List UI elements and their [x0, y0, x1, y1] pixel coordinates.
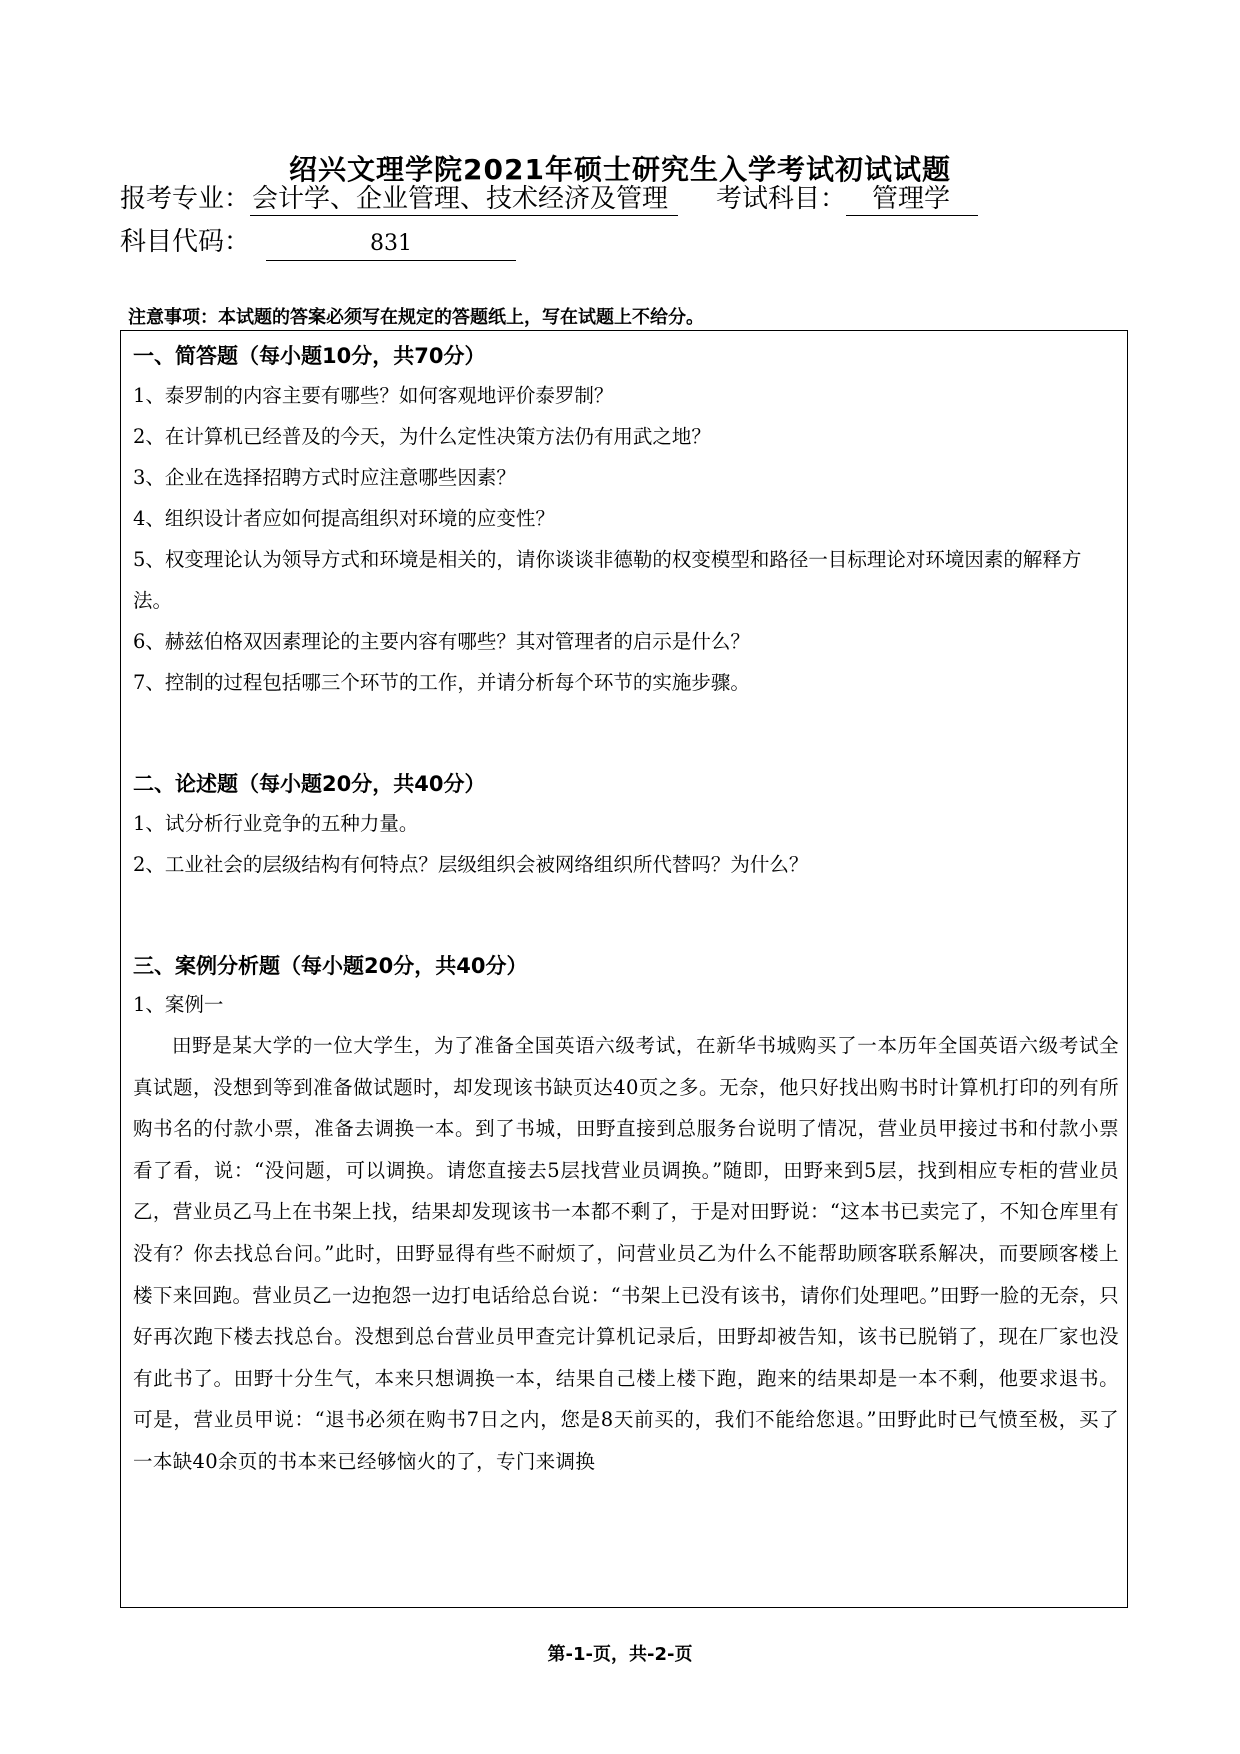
section-title: 二、论述题（每小题20分，共40分）	[133, 772, 486, 796]
question-item: 5、权变理论认为领导方式和环境是相关的，请你谈谈非德勒的权变模型和路径一目标理论对环境因素的解释方法。	[133, 548, 1082, 612]
question-item: 3、企业在选择招聘方式时应注意哪些因素？	[133, 466, 516, 489]
code-value: 831	[266, 228, 516, 261]
notice: 注意事项：本试题的答案必须写在规定的答题纸上，写在试题上不给分。	[128, 307, 704, 328]
question-item: 1、泰罗制的内容主要有哪些？如何客观地评价泰罗制？	[133, 384, 614, 407]
question-item: 2、工业社会的层级结构有何特点？层级组织会被网络组织所代替吗？为什么？	[133, 853, 809, 876]
question-box	[120, 330, 1128, 1608]
question-item: 1、试分析行业竞争的五种力量。	[133, 812, 419, 835]
spacer	[133, 703, 1119, 765]
spacer	[133, 885, 1119, 947]
subject-label: 考试科目：	[716, 184, 847, 214]
question-item: 4、组织设计者应如何提高组织对环境的应变性？	[133, 507, 555, 530]
section-title: 三、案例分析题（每小题20分，共40分）	[133, 954, 528, 978]
question-item: 6、赫兹伯格双因素理论的主要内容有哪些？其对管理者的启示是什么？	[133, 630, 750, 653]
question-item: 7、控制的过程包括哪三个环节的工作，并请分析每个环节的实施步骤。	[133, 671, 750, 694]
page-footer: 第-1-页，共-2-页	[547, 1644, 693, 1665]
subject-value: 管理学	[846, 183, 978, 216]
header-row-code	[120, 224, 516, 261]
section-title: 一、简答题（每小题10分，共70分）	[133, 344, 486, 368]
question-item: 2、在计算机已经普及的今天，为什么定性决策方法仍有用武之地？	[133, 425, 711, 448]
case-title: 1、案例一	[133, 993, 224, 1016]
major-value: 会计学、企业管理、技术经济及管理	[250, 183, 678, 216]
major-label: 报考专业：	[120, 184, 251, 214]
exam-title: 绍兴文理学院2021年硕士研究生入学考试初试试题	[289, 153, 951, 186]
header-row-major	[120, 181, 678, 217]
code-label: 科目代码：	[120, 227, 251, 257]
header-row-subject	[716, 181, 978, 217]
case-paragraph: 田野是某大学的一位大学生，为了准备全国英语六级考试，在新华书城购买了一本历年全国英语六级考试全真试题，没想到等到准备做试题时，却发现该书缺页达40页之多。无奈，他只好找出购书时计算机打印的列有所购书名的付款小票，准备去调换一本。到了书城，田野直接到总服务台说明了情况，营业员甲接过书和付款小票看了看，说：“没问题，可以调换。请您直接去5层找营业员调换。”随即，田野来到5层，找到相应专柜的营业员乙，营业员乙马上在书架上找，结果却发现该书一本都不剩了，于是对田野说：“这本书已卖完了，不知仓库里有没有？你去找总台问。”此时，田野显得有些不耐烦了，问营业员乙为什么不能帮助顾客联系解决，而要顾客楼上楼下来回跑。营业员乙一边抱怨一边打电话给总台说：“书架上已没有该书，请你们处理吧。”田野一脸的无奈，只好再次跑下楼去找总台。没想到总台营业员甲查完计算机记录后，田野却被告知，该书已脱销了，现在厂家也没有此书了。田野十分生气，本来只想调换一本，结果自己楼上楼下跑，跑来的结果却是一本不剩，他要求退书。可是，营业员甲说：“退书必须在购书7日之内，您是8天前买的，我们不能给您退。”田野此时已气愤至极，买了一本缺40余页的书本来已经够恼火的了，专门来调换	[133, 1034, 1119, 1473]
